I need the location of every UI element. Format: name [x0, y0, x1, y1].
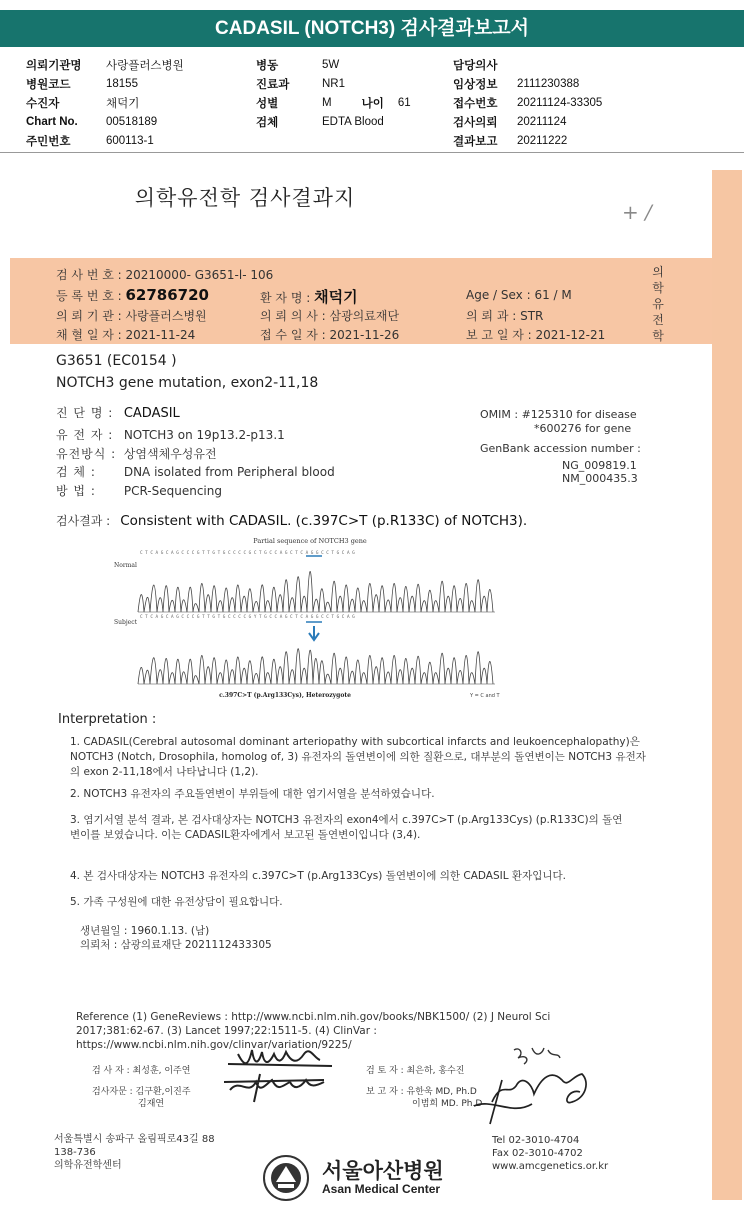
- meta-label: 임상정보: [453, 78, 498, 91]
- website: www.amcgenetics.or.kr: [492, 1161, 609, 1172]
- birth-date: 생년월일 : 1960.1.13. (남): [80, 925, 210, 937]
- footer-contact: [492, 1134, 608, 1173]
- referring-hospital: [56, 307, 207, 324]
- vertical-char: 학: [652, 329, 664, 343]
- exam-number: [56, 266, 273, 283]
- meta-row: [453, 74, 602, 93]
- registration-label: 등 록 번 호 :: [56, 289, 122, 303]
- result-label: 검사결과 :: [56, 514, 111, 528]
- meta-row: [26, 55, 184, 74]
- field-gene: [56, 426, 285, 443]
- agesex-label: Age / Sex :: [466, 288, 531, 302]
- test-result: [56, 512, 527, 529]
- patient-info-band: [10, 258, 712, 344]
- figure-title: Partial sequence of NOTCH3 gene: [253, 537, 367, 545]
- meta-label: 검사의뢰: [453, 116, 498, 129]
- reference-list: Reference (1) GeneReviews : http://www.ncbi.nlm.nih.gov/books/NBK1500/ (2) J Neurol Sci 2017;381:62-67. (3) Lancet 1997;22:1511-5. (4) ClinVar : https://www.ncbi.nlm.nih.gov/clinvar/variation/9225/: [76, 1011, 551, 1051]
- receipt-date-value: 2021-11-26: [329, 328, 400, 342]
- age-value: 61: [397, 96, 411, 109]
- meta-label: 진료과: [256, 78, 290, 91]
- interpretation-item-5: 5. 가족 구성원에 대한 유전상담이 필요합니다.: [70, 896, 283, 908]
- doctor-label: 의 뢰 의 사 :: [260, 309, 326, 323]
- report-title: 의학유전학 검사결과지: [134, 186, 356, 210]
- dept-label: 의 뢰 과 :: [466, 309, 517, 323]
- field-label: 유전방식 :: [56, 447, 117, 461]
- meta-value: 20211222: [517, 134, 568, 147]
- dept-value: STR: [520, 309, 544, 323]
- reporter-line: 보 고 자 : 유한욱 MD, Ph.D: [366, 1087, 477, 1097]
- signature-reviewers: [472, 1040, 612, 1130]
- blood-date-value: 2021-11-24: [125, 328, 196, 342]
- meta-row: [453, 55, 602, 74]
- right-margin-strip: [712, 170, 742, 1200]
- meta-label: 결과보고: [453, 135, 498, 148]
- subject-label: Subject: [114, 619, 137, 626]
- meta-column-1: [26, 55, 184, 150]
- exam-number-value: 20210000- G3651-l- 106: [125, 268, 274, 282]
- report-date: [466, 326, 605, 343]
- field-value: DNA isolated from Peripheral blood: [123, 465, 335, 479]
- meta-value: NR1: [322, 77, 346, 90]
- advisor-line: 검사자문 : 김구환,이진주: [92, 1087, 191, 1097]
- meta-value: M: [322, 96, 332, 109]
- genbank-accession-2: NM_000435.3: [562, 472, 638, 485]
- report-banner-title: CADASIL (NOTCH3) 검사결과보고서: [0, 10, 744, 47]
- field-label: 방 법 :: [56, 484, 96, 498]
- meta-value: EDTA Blood: [322, 115, 384, 128]
- field-label: 검 체 :: [56, 465, 96, 479]
- meta-label: 병원코드: [26, 78, 71, 91]
- meta-label: 주민번호: [26, 135, 71, 148]
- report-date-label: 보 고 일 자 :: [466, 328, 532, 342]
- field-inheritance: [56, 445, 217, 462]
- meta-value: 600113-1: [106, 134, 154, 147]
- meta-label: 수진자: [26, 97, 60, 110]
- field-value: NOTCH3 on 19p13.2-p13.1: [123, 428, 285, 442]
- chromatogram-figure: [110, 534, 510, 704]
- meta-label: Chart No.: [26, 115, 78, 128]
- blood-date-label: 채 혈 일 자 :: [56, 328, 122, 342]
- meta-label: 접수번호: [453, 97, 498, 110]
- patient-name: [260, 286, 358, 307]
- meta-row: [256, 112, 411, 131]
- meta-row: [26, 93, 184, 112]
- field-label: 진 단 명 :: [56, 406, 114, 420]
- referring-department: [466, 307, 543, 324]
- header-divider: [0, 152, 744, 153]
- reviewer-line: 검 토 자 : 최은하, 홍수진: [366, 1066, 465, 1076]
- registration-number: [56, 286, 209, 304]
- meta-value: 18155: [106, 77, 138, 90]
- meta-value: 00518189: [106, 115, 158, 128]
- interpretation-title: Interpretation :: [58, 712, 157, 727]
- vertical-char: 의: [652, 265, 664, 279]
- normal-sequence: C T C A G C A G C C C G T T G T G C C C C G C T G C C A G C T C A G G C C T G C A G: [140, 551, 355, 556]
- meta-value: 사랑플러스병원: [106, 59, 184, 72]
- field-diagnosis: [56, 404, 180, 421]
- meta-value: 20211124-33305: [517, 96, 603, 109]
- reporter-line-2: 이범희 MD. Ph.D: [412, 1099, 483, 1109]
- hospital-logo-english: Asan Medical Center: [322, 1182, 441, 1196]
- age-label: 나이: [361, 97, 384, 110]
- meta-value: 채덕기: [106, 97, 140, 110]
- meta-row: [256, 55, 411, 74]
- normal-trace: [138, 571, 493, 612]
- meta-column-2: [256, 55, 411, 131]
- field-value: PCR-Sequencing: [123, 484, 222, 498]
- address-line-1: 서울특별시 송파구 올림픽로43길 88: [54, 1134, 215, 1145]
- meta-label: 담당의사: [453, 59, 498, 72]
- meta-row: [256, 74, 411, 93]
- meta-label: 검체: [256, 116, 279, 129]
- registration-value: 62786720: [125, 286, 209, 304]
- referral-info: 의뢰처 : 삼광의료재단 2021112433305: [80, 939, 272, 951]
- address-line-2: 138-736: [54, 1147, 96, 1158]
- doctor-value: 삼광의료재단: [329, 309, 400, 323]
- receipt-date-label: 접 수 일 자 :: [260, 328, 326, 342]
- meta-label: 병동: [256, 59, 279, 72]
- test-name: NOTCH3 gene mutation, exon2-11,18: [56, 375, 319, 391]
- figure-caption: c.397C>T (p.Arg133Cys), Heterozygote: [219, 692, 351, 699]
- subject-sequence: C T C A G C A G C C C G T T G T G C C C C G Y T G C C A G C T C A G G C C T G C A G: [140, 615, 355, 620]
- test-code: G3651 (EC0154 ): [56, 353, 177, 369]
- interpretation-item-4: 4. 본 검사대상자는 NOTCH3 유전자의 c.397C>T (p.Arg133Cys) 돌연변이에 의한 CADASIL 환자입니다.: [70, 870, 566, 882]
- vertical-char: 유: [652, 297, 664, 311]
- field-value: 상염색체우성유전: [123, 447, 217, 461]
- interpretation-item-1: 1. CADASIL(Cerebral autosomal dominant arteriopathy with subcortical infarcts and leukoencephalopathy)은 NOTCH3 (Notch, Drosophila, homolog of, 3) 유전자의 돌연변이에 의한 질환으로, 대부분의 돌연변이는 NOTCH3 유전자의 exon 2-11,18에서 나타납니다 (1,2).: [70, 736, 646, 778]
- meta-value: 20211124: [517, 115, 567, 128]
- footer-address: [54, 1133, 215, 1172]
- meta-row: [26, 74, 184, 93]
- genbank-label: GenBank accession number :: [480, 442, 641, 455]
- interpretation-item-2: 2. NOTCH3 유전자의 주요돌연변이 부위들에 대한 염기서열을 분석하였습니다.: [70, 788, 435, 800]
- field-label: 유 전 자 :: [56, 428, 114, 442]
- patient-label: 환 자 명 :: [260, 291, 311, 305]
- meta-label: 의뢰기관명: [26, 59, 82, 72]
- patient-value: 채덕기: [314, 288, 358, 306]
- hospital-logo-korean: 서울아산병원: [322, 1159, 444, 1183]
- signature-examiners: [220, 1036, 350, 1106]
- age-sex: [466, 288, 572, 302]
- telephone: Tel 02-3010-4704: [492, 1135, 580, 1146]
- meta-label: 성별: [256, 97, 279, 110]
- hospital-value: 사랑플러스병원: [125, 309, 207, 323]
- field-value: CADASIL: [123, 406, 180, 421]
- vertical-char: 전: [652, 313, 664, 327]
- meta-row: [453, 93, 602, 112]
- field-specimen: [56, 463, 335, 480]
- meta-row: [453, 112, 602, 131]
- genbank-accession-1: NG_009819.1: [562, 459, 637, 472]
- subject-trace: [138, 649, 493, 684]
- field-method: [56, 482, 222, 499]
- figure-note: Y = C and T: [470, 693, 500, 699]
- agesex-value: 61 / M: [534, 288, 572, 302]
- meta-row: [26, 131, 184, 150]
- exam-number-label: 검 사 번 호 :: [56, 268, 122, 282]
- meta-row: [453, 131, 602, 150]
- handwritten-mark: + /: [622, 200, 652, 224]
- result-value: Consistent with CADASIL. (c.397C>T (p.R133C) of NOTCH3).: [120, 513, 528, 529]
- normal-label: Normal: [114, 562, 137, 569]
- meta-row: [26, 112, 184, 131]
- receipt-date: [260, 326, 399, 343]
- vertical-department-label: [650, 264, 666, 344]
- mutation-arrow: [309, 626, 319, 640]
- fax: Fax 02-3010-4702: [492, 1148, 583, 1159]
- meta-value: 2111230388: [517, 77, 580, 90]
- scanned-report: [10, 170, 712, 1200]
- address-line-3: 의학유전학센터: [54, 1160, 122, 1171]
- meta-row: [256, 93, 411, 112]
- blood-date: [56, 326, 195, 343]
- vertical-char: 학: [652, 281, 664, 295]
- meta-value: 5W: [322, 58, 340, 71]
- referring-doctor: [260, 307, 399, 324]
- hospital-label: 의 뢰 기 관 :: [56, 309, 122, 323]
- omim-line-2: *600276 for gene: [534, 422, 632, 435]
- meta-column-3: [453, 55, 602, 150]
- report-date-value: 2021-12-21: [535, 328, 606, 342]
- asan-foundation-seal-icon: [262, 1154, 310, 1202]
- omim-line-1: OMIM : #125310 for disease: [480, 408, 637, 421]
- examiner-line: 검 사 자 : 최성훈, 이주연: [92, 1066, 191, 1076]
- interpretation-item-3: 3. 염기서열 분석 결과, 본 검사대상자는 NOTCH3 유전자의 exon4에서 c.397C>T (p.Arg133Cys) (p.R133C)의 돌연변이를 보였습니다. 이는 CADASIL환자에게서 보고된 돌연변이입니다 (3,4).: [70, 814, 623, 841]
- advisor-line-2: 김재연: [138, 1099, 165, 1109]
